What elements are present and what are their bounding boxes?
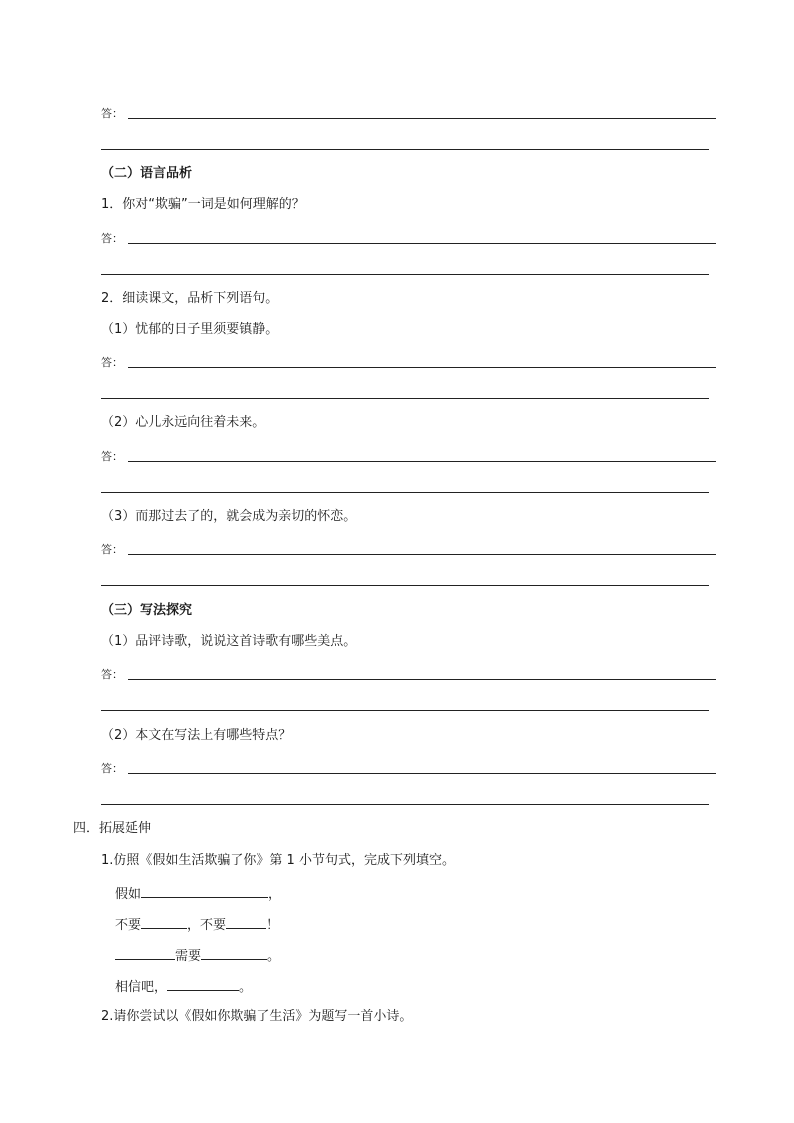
answer-label: 答： bbox=[101, 107, 123, 120]
fill-2-c: ！ bbox=[266, 918, 280, 933]
question-1: 1．你对“欺骗”一词是如何理解的？ bbox=[101, 197, 305, 212]
section-heading-writing-method: （三）写法探究 bbox=[101, 603, 193, 618]
answer-line[interactable] bbox=[101, 149, 709, 150]
question-3-2: （2）本文在写法上有哪些特点？ bbox=[101, 728, 292, 743]
answer-label: 答： bbox=[101, 232, 123, 245]
question-2-3: （3）而那过去了的，就会成为亲切的怀恋。 bbox=[101, 509, 357, 524]
question-3-1: （1）品评诗歌，说说这首诗歌有哪些美点。 bbox=[101, 634, 357, 649]
fill-blank[interactable] bbox=[226, 914, 266, 929]
answer-line[interactable] bbox=[128, 461, 716, 462]
question-2-2: （2）心儿永远向往着未来。 bbox=[101, 415, 266, 430]
answer-line[interactable] bbox=[101, 710, 709, 711]
answer-line[interactable] bbox=[128, 243, 716, 244]
section-heading-extension: 四．拓展延伸 bbox=[73, 821, 152, 836]
fill-3-mid: 需要 bbox=[175, 949, 202, 964]
section-heading-language-analysis: （二）语言品析 bbox=[101, 166, 193, 181]
answer-line[interactable] bbox=[128, 773, 716, 774]
fill-4-prefix: 相信吧， bbox=[115, 980, 168, 995]
question-2: 2．细读课文，品析下列语句。 bbox=[101, 291, 279, 306]
fill-3-end: 。 bbox=[267, 949, 281, 964]
question-4-1: 1.仿照《假如生活欺骗了你》第 1 小节句式，完成下列填空。 bbox=[101, 853, 455, 868]
fill-line-3 bbox=[115, 945, 280, 966]
answer-line[interactable] bbox=[101, 492, 709, 493]
answer-line[interactable] bbox=[101, 585, 709, 586]
fill-line-2 bbox=[115, 914, 279, 935]
fill-1-suffix: ， bbox=[268, 887, 282, 902]
answer-line[interactable] bbox=[128, 118, 716, 119]
question-4-2: 2.请你尝试以《假如你欺骗了生活》为题写一首小诗。 bbox=[101, 1009, 413, 1024]
fill-1-prefix: 假如 bbox=[115, 887, 142, 902]
answer-line[interactable] bbox=[101, 804, 709, 805]
answer-line[interactable] bbox=[128, 679, 716, 680]
answer-line[interactable] bbox=[128, 367, 716, 368]
answer-label: 答： bbox=[101, 762, 123, 775]
question-2-1: （1）忧郁的日子里须要镇静。 bbox=[101, 322, 279, 337]
fill-blank[interactable] bbox=[115, 945, 175, 960]
fill-line-4 bbox=[115, 976, 252, 997]
answer-label: 答： bbox=[101, 668, 123, 681]
fill-2-b: ，不要 bbox=[187, 918, 227, 933]
fill-blank[interactable] bbox=[141, 883, 268, 898]
answer-label: 答： bbox=[101, 356, 123, 369]
answer-label: 答： bbox=[101, 543, 123, 556]
fill-blank[interactable] bbox=[201, 945, 267, 960]
answer-line[interactable] bbox=[101, 274, 709, 275]
fill-2-a: 不要 bbox=[115, 918, 142, 933]
answer-line[interactable] bbox=[101, 398, 709, 399]
answer-label: 答： bbox=[101, 450, 123, 463]
fill-blank[interactable] bbox=[141, 914, 187, 929]
fill-blank[interactable] bbox=[167, 976, 239, 991]
fill-4-end: 。 bbox=[239, 980, 253, 995]
fill-line-1 bbox=[115, 883, 281, 904]
answer-line[interactable] bbox=[128, 554, 716, 555]
